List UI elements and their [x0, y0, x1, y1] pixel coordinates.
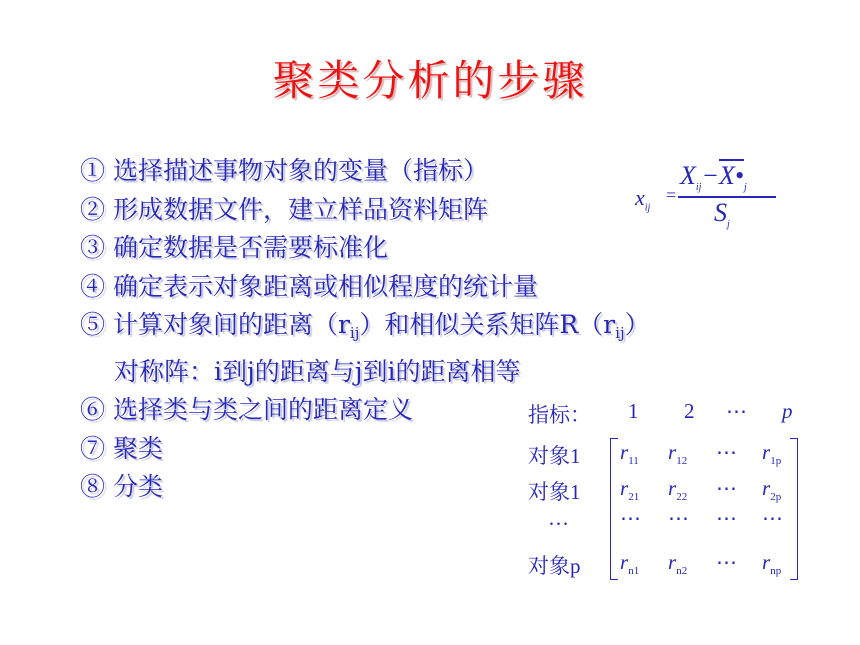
matrix-cell: ⋯: [716, 550, 737, 574]
similarity-matrix: [500, 390, 830, 590]
formula-lhs: [635, 185, 650, 213]
matrix-row: [500, 506, 830, 536]
matrix-cell: ⋯: [762, 506, 783, 530]
matrix-cell: ⋯: [716, 440, 737, 464]
formula-minus: −: [701, 161, 719, 190]
matrix-cell: $r_{21}$: [620, 476, 640, 504]
formula-num-xbar-sub: j: [744, 182, 747, 194]
matrix-row: [500, 440, 830, 470]
matrix-row-label: 对象1: [528, 444, 581, 468]
step-6: ⑥ 选择类与类之间的距离定义: [80, 395, 413, 424]
matrix-header-col: 1: [628, 399, 639, 423]
step-8: ⑧ 分类: [80, 472, 163, 501]
step-1: ① 选择描述事物对象的变量（指标）: [80, 156, 488, 185]
step-7: ⑦ 聚类: [80, 433, 163, 463]
matrix-cell: $r_{n2}$: [668, 550, 688, 578]
step-4: ④ 确定表示对象距离或相似程度的统计量: [80, 271, 538, 301]
matrix-header-col: 2: [684, 399, 695, 423]
formula-lhs-var: x: [635, 185, 645, 210]
matrix-cell: $r_{2p}$: [762, 476, 782, 504]
matrix-cell: ⋯: [668, 506, 689, 530]
formula-lhs-sub: ij: [644, 202, 651, 214]
formula-num-xbar-var: X: [719, 161, 735, 190]
matrix-header-col: ⋯: [726, 399, 747, 423]
step-2: ② 形成数据文件，建立样品资料矩阵: [80, 194, 488, 224]
matrix-cell: ⋯: [716, 476, 737, 500]
matrix-header-row: [500, 399, 830, 429]
formula-equals: =: [666, 185, 677, 205]
step-3: ③ 确定数据是否需要标准化: [80, 233, 388, 262]
matrix-cell: $r_{12}$: [668, 440, 688, 468]
step-5-subscript-a: ij: [349, 324, 360, 342]
matrix-row-label: …: [548, 506, 569, 530]
matrix-cell: ⋯: [620, 506, 641, 530]
step-5-text-b: ）和相似关系矩阵R（r: [359, 310, 616, 339]
matrix-cell: ⋯: [716, 506, 737, 530]
step-5: [80, 306, 780, 353]
matrix-cell: $r_{1p}$: [762, 440, 782, 468]
step-5-text-a: ⑤ 计算对象间的距离（r: [80, 310, 350, 339]
formula-num-x-sub: ij: [695, 182, 702, 194]
standardization-formula: [632, 160, 782, 235]
formula-den-sub: j: [727, 219, 730, 231]
slide-title: 聚类分析的步骤: [272, 56, 588, 105]
formula-denominator: [714, 198, 730, 230]
matrix-cell: $r_{22}$: [668, 476, 688, 504]
matrix-row-label: 对象p: [528, 554, 581, 578]
matrix-header-label: 指标：: [528, 403, 591, 427]
matrix-row: [500, 550, 830, 580]
formula-num-x: X: [680, 161, 696, 190]
matrix-cell: $r_{11}$: [620, 440, 639, 468]
matrix-cell: $r_{np}$: [762, 550, 782, 578]
step-5-note: 对称阵：i到j的距离与j到i的距离相等: [114, 356, 521, 386]
formula-numerator: [680, 161, 747, 193]
formula-num-xbar-dot: •: [734, 161, 744, 190]
step-5-subscript-b: ij: [615, 324, 625, 342]
matrix-row-label: 对象1: [528, 480, 581, 504]
step-5-text-c: ）: [624, 310, 650, 339]
formula-den-var: S: [714, 198, 727, 227]
formula-num-xbar: [719, 161, 744, 190]
matrix-row: [500, 476, 830, 506]
matrix-header-col: p: [782, 399, 793, 423]
matrix-cell: $r_{n1}$: [620, 550, 640, 578]
